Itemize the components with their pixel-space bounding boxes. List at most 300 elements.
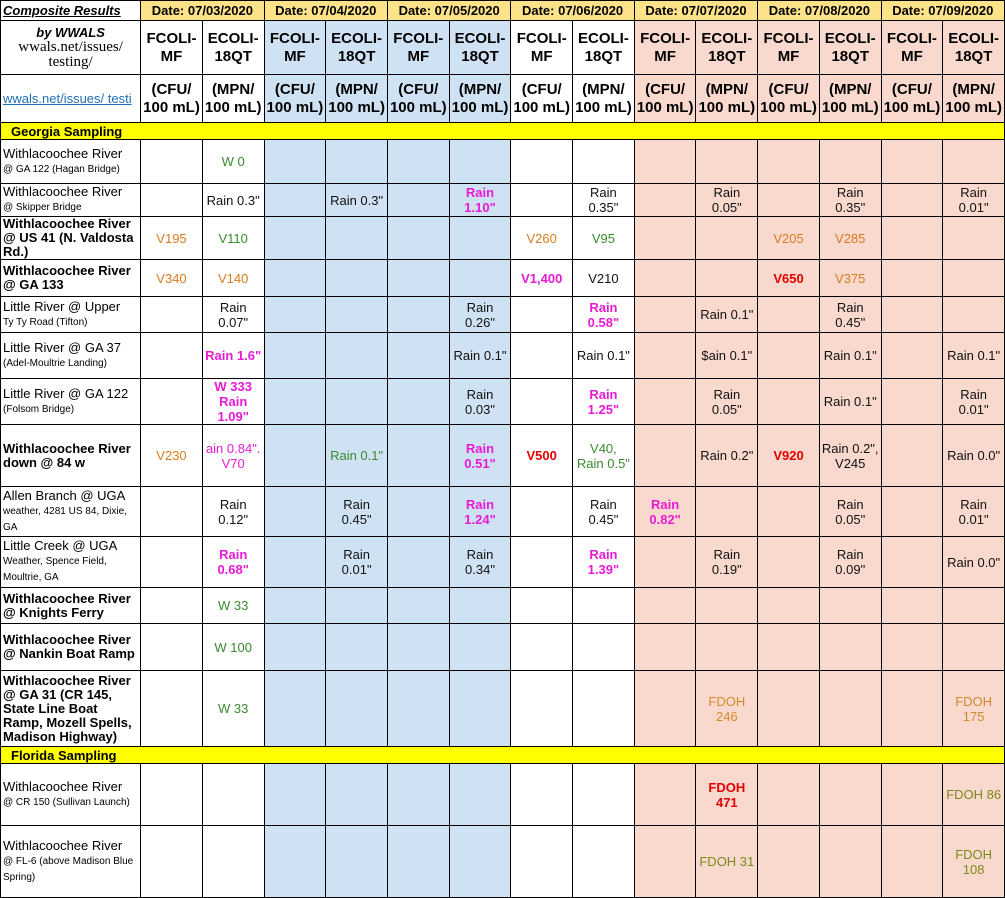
result-cell — [758, 217, 820, 260]
result-cell — [943, 624, 1005, 671]
result-value: V375 — [835, 270, 866, 286]
result-value: W 100 — [214, 639, 252, 655]
date-header-0706: Date: 07/06/2020 — [511, 1, 634, 21]
result-cell — [943, 217, 1005, 260]
result-cell — [943, 487, 1005, 537]
result-cell — [264, 764, 326, 826]
corner-title: Composite Results — [1, 1, 141, 21]
site-name: Little River @ GA 122 — [3, 385, 129, 401]
result-value: V110 — [218, 230, 248, 246]
date-header-0703: Date: 07/03/2020 — [141, 1, 264, 21]
result-cell — [326, 260, 388, 297]
result-cell — [634, 140, 696, 184]
result-value: V340 — [156, 270, 187, 286]
result-cell — [264, 379, 326, 425]
date-header-0709: Date: 07/09/2020 — [881, 1, 1004, 21]
result-cell — [141, 184, 203, 217]
result-cell — [264, 537, 326, 588]
result-cell — [881, 217, 943, 260]
result-cell — [943, 588, 1005, 624]
unit-header-12: (CFU/ 100 mL) — [881, 75, 943, 123]
table-row — [1, 425, 1005, 487]
result-cell — [758, 379, 820, 425]
result-cell — [326, 379, 388, 425]
result-cell — [326, 671, 388, 747]
result-value: Rain 1.6" — [205, 348, 262, 363]
result-cell — [881, 333, 943, 379]
result-cell — [202, 184, 264, 217]
result-value: Rain 0.05" — [711, 386, 742, 417]
table-row — [1, 764, 1005, 826]
result-cell — [511, 184, 573, 217]
unit-row — [1, 75, 1005, 123]
result-value: FDOH 31 — [699, 854, 755, 869]
result-cell — [264, 671, 326, 747]
result-value: Rain 0.05" — [835, 496, 866, 527]
result-value: V40, Rain 0.5" — [576, 440, 630, 471]
result-cell — [326, 425, 388, 487]
result-cell — [264, 140, 326, 184]
table-row — [1, 487, 1005, 537]
unit-header-10: (CFU/ 100 mL) — [758, 75, 820, 123]
result-cell — [202, 487, 264, 537]
result-cell — [387, 624, 449, 671]
site-location: @ CR 150 (Sullivan Launch) — [3, 796, 130, 808]
result-cell — [326, 184, 388, 217]
result-cell — [696, 624, 758, 671]
result-cell — [758, 297, 820, 333]
result-cell — [573, 425, 635, 487]
result-cell — [387, 826, 449, 898]
result-cell — [449, 425, 511, 487]
result-cell — [511, 826, 573, 898]
result-cell — [819, 379, 881, 425]
site-name-cell — [1, 487, 141, 537]
site-name: Withlacoochee River — [3, 216, 131, 231]
result-cell — [758, 184, 820, 217]
result-value: Rain 0.01" — [958, 185, 989, 215]
result-cell — [573, 260, 635, 297]
result-cell — [943, 764, 1005, 826]
result-cell — [573, 487, 635, 537]
result-cell — [634, 487, 696, 537]
result-cell — [881, 588, 943, 624]
site-name-cell — [1, 624, 141, 671]
site-name-cell — [1, 297, 141, 333]
result-value: FDOH 108 — [955, 846, 993, 877]
result-cell — [943, 260, 1005, 297]
florida-section-label: Florida Sampling — [1, 747, 1005, 764]
result-cell — [141, 140, 203, 184]
site-location: (Adel-Moultrie Landing) — [3, 357, 107, 369]
result-value: Rain 0.1" — [700, 307, 754, 322]
result-cell — [326, 333, 388, 379]
result-cell — [634, 588, 696, 624]
result-cell — [573, 333, 635, 379]
result-value: V210 — [588, 270, 619, 286]
result-cell — [264, 333, 326, 379]
result-cell — [511, 379, 573, 425]
table-row — [1, 297, 1005, 333]
result-cell — [511, 487, 573, 537]
result-cell — [449, 588, 511, 624]
result-cell — [881, 624, 943, 671]
result-cell — [696, 217, 758, 260]
result-value: V650 — [773, 270, 804, 286]
result-cell — [696, 764, 758, 826]
result-value: V1,400 — [521, 270, 563, 286]
site-location: @ FL-6 (above Madison Blue Spring) — [3, 855, 134, 883]
result-cell — [819, 217, 881, 260]
param-header-3: ECOLI-18QT — [326, 21, 388, 75]
site-name-cell — [1, 826, 141, 898]
result-cell — [881, 826, 943, 898]
result-cell — [943, 425, 1005, 487]
table-row — [1, 379, 1005, 425]
result-cell — [573, 379, 635, 425]
param-header-1: ECOLI-18QT — [202, 21, 264, 75]
result-cell — [141, 624, 203, 671]
result-value: FDOH 86 — [946, 787, 1002, 802]
result-cell — [387, 260, 449, 297]
result-value: Rain 1.39" — [587, 547, 620, 577]
table-row — [1, 537, 1005, 588]
site-name-cell — [1, 764, 141, 826]
result-cell — [141, 487, 203, 537]
result-cell — [511, 140, 573, 184]
result-cell — [387, 487, 449, 537]
result-value: Rain 0.35" — [835, 185, 866, 215]
result-cell — [202, 624, 264, 671]
site-location: (Folsom Bridge) — [3, 403, 75, 415]
param-header-8: FCOLI-MF — [634, 21, 696, 75]
result-cell — [696, 588, 758, 624]
param-header-13: ECOLI-18QT — [943, 21, 1005, 75]
result-cell — [758, 260, 820, 297]
result-cell — [881, 425, 943, 487]
site-location: weather, 4281 US 84, Dixie, GA — [3, 505, 127, 533]
result-cell — [202, 537, 264, 588]
result-value: W 333 Rain 1.09" — [214, 379, 252, 424]
result-cell — [758, 826, 820, 898]
result-value: V95 — [591, 230, 615, 246]
result-value: Rain 0.03" — [465, 386, 495, 417]
result-cell — [202, 217, 264, 260]
result-cell — [634, 297, 696, 333]
result-cell — [326, 588, 388, 624]
result-cell — [449, 379, 511, 425]
date-row — [1, 1, 1005, 21]
table-row — [1, 333, 1005, 379]
result-cell — [449, 297, 511, 333]
result-cell — [141, 671, 203, 747]
unit-header-5: (MPN/ 100 mL) — [449, 75, 511, 123]
result-cell — [141, 826, 203, 898]
result-value: Rain 0.1" — [947, 348, 1001, 363]
result-cell — [387, 588, 449, 624]
result-cell — [326, 764, 388, 826]
byline-url-1: wwals.net/issues/ — [18, 39, 123, 55]
result-cell — [696, 379, 758, 425]
result-cell — [881, 379, 943, 425]
result-value: Rain 0.35" — [588, 185, 619, 215]
site-location: down @ 84 w — [3, 454, 86, 470]
result-cell — [264, 826, 326, 898]
result-cell — [202, 671, 264, 747]
result-value: Rain 0.1" — [823, 348, 877, 363]
site-name: Little River @ Upper — [3, 298, 121, 314]
unit-header-9: (MPN/ 100 mL) — [696, 75, 758, 123]
site-name-cell — [1, 184, 141, 217]
result-cell — [696, 826, 758, 898]
result-cell — [881, 297, 943, 333]
result-cell — [387, 425, 449, 487]
result-cell — [511, 217, 573, 260]
result-cell — [943, 333, 1005, 379]
result-value: Rain 0.1" — [576, 348, 630, 363]
result-value: Rain 0.45" — [835, 299, 866, 330]
site-name-cell — [1, 588, 141, 624]
result-cell — [819, 624, 881, 671]
result-cell — [387, 333, 449, 379]
result-value: Rain 0.82" — [649, 496, 681, 527]
result-cell — [573, 826, 635, 898]
result-cell — [819, 826, 881, 898]
table-row — [1, 184, 1005, 217]
result-cell — [758, 425, 820, 487]
site-location: @ Skipper Bridge — [3, 202, 82, 213]
result-cell — [141, 260, 203, 297]
site-location: @ Knights Ferry — [3, 604, 104, 620]
site-name-cell — [1, 217, 141, 260]
result-value: Rain 1.24" — [464, 496, 496, 527]
site-name: Withlacoochee River — [3, 590, 131, 606]
param-header-11: ECOLI-18QT — [819, 21, 881, 75]
result-cell — [449, 671, 511, 747]
result-cell — [511, 671, 573, 747]
result-cell — [449, 826, 511, 898]
result-cell — [387, 537, 449, 588]
result-cell — [758, 764, 820, 826]
site-name-cell — [1, 537, 141, 588]
result-value: Rain 1.10" — [464, 185, 496, 215]
site-location: @ Nankin Boat Ramp — [3, 646, 135, 661]
result-value: FDOH 246 — [708, 693, 746, 724]
result-cell — [634, 379, 696, 425]
site-name-cell — [1, 425, 141, 487]
result-cell — [943, 671, 1005, 747]
result-cell — [573, 764, 635, 826]
result-cell — [449, 260, 511, 297]
result-cell — [819, 588, 881, 624]
site-location: @ GA 31 (CR 145, State Line Boat Ramp, Mozell Spells, Madison Highway) — [3, 686, 132, 744]
result-cell — [141, 537, 203, 588]
result-cell — [819, 671, 881, 747]
result-value: Rain 0.2", V245 — [821, 440, 879, 471]
result-cell — [511, 764, 573, 826]
result-cell — [141, 217, 203, 260]
result-cell — [943, 140, 1005, 184]
site-name: Little River @ GA 37 — [3, 339, 121, 355]
result-value: Rain 0.07" — [218, 299, 249, 330]
result-cell — [819, 537, 881, 588]
result-value: V205 — [773, 230, 804, 246]
result-cell — [881, 260, 943, 297]
result-cell — [943, 537, 1005, 588]
result-cell — [573, 297, 635, 333]
result-value: Rain 0.0" — [947, 448, 1001, 463]
result-cell — [573, 184, 635, 217]
site-location: Weather, Spence Field, Moultrie, GA — [3, 556, 107, 583]
site-location: @ GA 133 — [3, 277, 64, 292]
result-value: V285 — [835, 230, 866, 246]
site-name: Withlacoochee River — [3, 263, 131, 278]
result-cell — [326, 826, 388, 898]
site-name-cell — [1, 333, 141, 379]
result-cell — [881, 184, 943, 217]
result-cell — [511, 537, 573, 588]
result-cell — [511, 425, 573, 487]
result-cell — [634, 624, 696, 671]
result-cell — [943, 297, 1005, 333]
param-header-6: FCOLI-MF — [511, 21, 573, 75]
param-header-0: FCOLI-MF — [141, 21, 203, 75]
site-name: Withlacoochee River — [3, 145, 123, 161]
unit-header-6: (CFU/ 100 mL) — [511, 75, 573, 123]
result-cell — [634, 260, 696, 297]
param-header-7: ECOLI-18QT — [573, 21, 635, 75]
result-cell — [573, 624, 635, 671]
result-cell — [881, 764, 943, 826]
result-cell — [141, 588, 203, 624]
result-cell — [881, 537, 943, 588]
unit-header-7: (MPN/ 100 mL) — [573, 75, 635, 123]
byline — [1, 21, 141, 75]
florida-section-row — [1, 747, 1005, 764]
result-cell — [881, 487, 943, 537]
result-cell — [511, 624, 573, 671]
result-value: Rain 0.09" — [835, 547, 866, 577]
result-value: Rain 0.51" — [464, 440, 496, 471]
result-cell — [634, 826, 696, 898]
result-cell — [141, 297, 203, 333]
result-cell — [449, 537, 511, 588]
table-row — [1, 217, 1005, 260]
date-header-0708: Date: 07/08/2020 — [758, 1, 881, 21]
georgia-section-row — [1, 123, 1005, 140]
param-header-2: FCOLI-MF — [264, 21, 326, 75]
result-cell — [387, 217, 449, 260]
unit-header-3: (MPN/ 100 mL) — [326, 75, 388, 123]
result-cell — [387, 184, 449, 217]
result-cell — [634, 217, 696, 260]
result-cell — [202, 140, 264, 184]
unit-header-0: (CFU/ 100 mL) — [141, 75, 203, 123]
result-cell — [758, 333, 820, 379]
param-header-10: FCOLI-MF — [758, 21, 820, 75]
result-cell — [264, 184, 326, 217]
result-value: W 0 — [221, 154, 245, 169]
result-cell — [449, 487, 511, 537]
result-cell — [202, 764, 264, 826]
result-cell — [202, 379, 264, 425]
unit-header-2: (CFU/ 100 mL) — [264, 75, 326, 123]
result-value: Rain 0.2" — [700, 448, 754, 463]
site-location: Ty Ty Road (Tifton) — [3, 316, 88, 328]
result-value: FDOH 471 — [708, 779, 746, 810]
result-cell — [511, 588, 573, 624]
result-cell — [634, 184, 696, 217]
result-cell — [634, 764, 696, 826]
site-name: Withlacoochee River — [3, 778, 123, 794]
result-cell — [881, 671, 943, 747]
result-value: Rain 0.68" — [217, 547, 249, 577]
result-cell — [819, 333, 881, 379]
site-name: Withlacoochee River — [3, 440, 131, 456]
result-cell — [819, 140, 881, 184]
site-location: @ US 41 (N. Valdosta Rd.) — [3, 230, 134, 259]
result-value: V140 — [218, 270, 249, 286]
table-row — [1, 588, 1005, 624]
result-cell — [449, 140, 511, 184]
result-value: Rain 0.0" — [947, 554, 1001, 570]
result-value: Rain 0.12" — [218, 496, 249, 527]
result-cell — [758, 624, 820, 671]
result-cell — [202, 826, 264, 898]
result-cell — [202, 297, 264, 333]
param-header-9: ECOLI-18QT — [696, 21, 758, 75]
site-name: Allen Branch @ UGA — [3, 487, 126, 503]
result-value: Rain 0.3" — [206, 192, 260, 208]
result-value: V195 — [156, 230, 187, 246]
result-cell — [696, 140, 758, 184]
result-cell — [326, 140, 388, 184]
result-value: Rain 0.45" — [588, 496, 619, 527]
testing-link[interactable]: wwals.net/issues/ testi — [1, 75, 141, 123]
site-name: Little Creek @ UGA — [3, 538, 118, 553]
result-cell — [819, 297, 881, 333]
result-cell — [326, 537, 388, 588]
result-value: V500 — [526, 448, 557, 463]
result-cell — [202, 588, 264, 624]
result-value: V920 — [773, 448, 804, 463]
result-cell — [634, 333, 696, 379]
table-row — [1, 826, 1005, 898]
site-name: Withlacoochee River — [3, 672, 131, 688]
result-cell — [696, 333, 758, 379]
result-cell — [264, 217, 326, 260]
result-cell — [264, 425, 326, 487]
result-value: Rain 0.1" — [330, 448, 384, 463]
result-value: Rain 1.25" — [587, 386, 620, 417]
unit-header-4: (CFU/ 100 mL) — [387, 75, 449, 123]
result-cell — [326, 217, 388, 260]
site-name-cell — [1, 140, 141, 184]
result-cell — [943, 184, 1005, 217]
result-cell — [387, 297, 449, 333]
result-value: $ain 0.1" — [701, 348, 753, 363]
result-cell — [264, 260, 326, 297]
result-value: Rain 0.3" — [330, 192, 384, 208]
result-cell — [573, 537, 635, 588]
table-row — [1, 671, 1005, 747]
result-cell — [449, 333, 511, 379]
result-cell — [511, 333, 573, 379]
result-cell — [573, 671, 635, 747]
result-value: Rain 0.58" — [587, 299, 620, 330]
result-cell — [202, 260, 264, 297]
param-header-12: FCOLI-MF — [881, 21, 943, 75]
